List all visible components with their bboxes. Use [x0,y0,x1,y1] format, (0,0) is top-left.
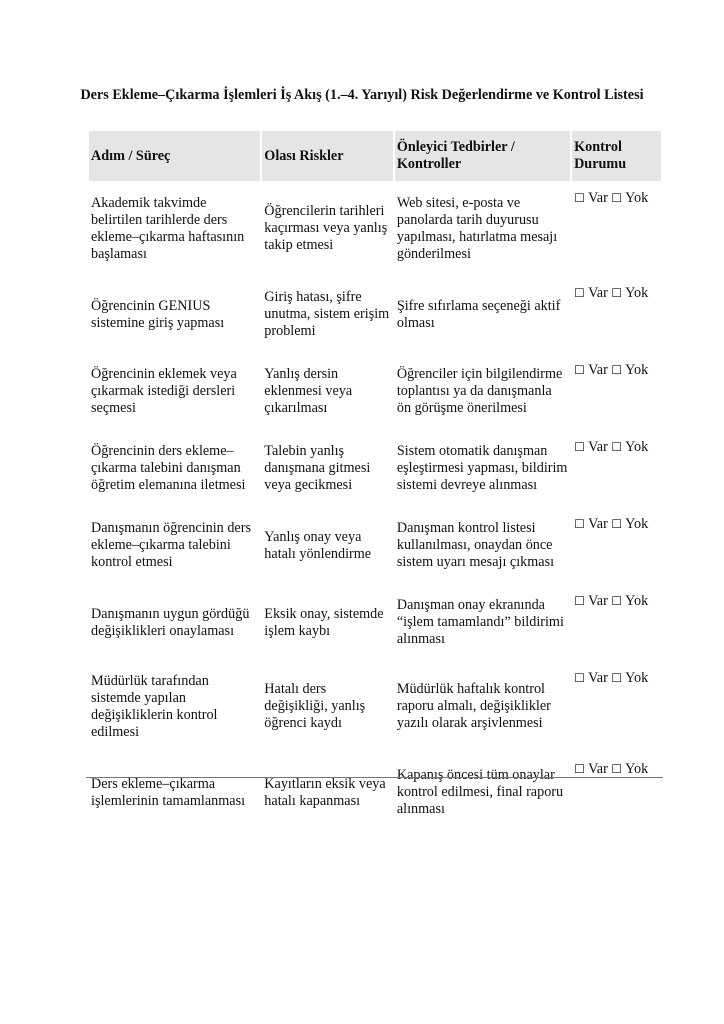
header-status: Kontrol Durumu [572,131,661,181]
checkbox-yok-icon[interactable]: ☐ [611,517,623,531]
option-yok-label: Yok [625,285,649,301]
option-var-label: Var [588,439,608,455]
header-step: Adım / Süreç [89,131,260,181]
option-yok-label: Yok [625,362,649,378]
cell-risk: Yanlış onay veya hatalı yönlendirme [264,528,372,562]
cell-control: Danışman onay ekranında “işlem tamamlandı” bildirimi alınması [396,597,564,647]
cell-step: Öğrencinin GENIUS sistemine giriş yapması [91,297,225,331]
cell-status [572,353,661,430]
table-row [89,752,661,833]
option-yok-label: Yok [625,593,649,609]
checkbox-var-icon[interactable]: ☐ [574,363,585,377]
cell-risk: Öğrencilerin tarihleri kaçırması veya yanlış takip etmesi [264,203,388,253]
checkbox-var-icon[interactable]: ☐ [574,440,585,454]
cell-step: Danışmanın uygun gördüğü değişiklikleri onaylaması [91,605,250,639]
table-row [89,507,661,584]
cell-step: Danışmanın öğrencinin ders ekleme–çıkarma talebini kontrol etmesi [91,520,251,570]
cell-step: Öğrencinin eklemek veya çıkarmak istediği dersleri seçmesi [91,366,237,416]
cell-status [572,430,661,507]
cell-control: Müdürlük haftalık kontrol raporu almalı, değişiklikler yazılı olarak arşivlenmesi [396,681,551,731]
cell-risk: Kayıtların eksik veya hatalı kapanması [264,775,386,809]
risk-control-table [87,131,663,833]
checkbox-var-icon[interactable]: ☐ [574,517,585,531]
checkbox-var-icon[interactable]: ☐ [574,191,585,205]
header-risks: Olası Riskler [262,131,393,181]
checkbox-yok-icon[interactable]: ☐ [611,594,623,608]
cell-status [572,661,661,752]
cell-risk: Yanlış dersin eklenmesi veya çıkarılması [264,366,353,416]
option-var-label: Var [588,670,608,686]
cell-control: Danışman kontrol listesi kullanılması, onaydan önce sistem uyarı mesajı çıkması [396,520,555,570]
cell-risk: Giriş hatası, şifre unutma, sistem erişim problemi [264,289,390,339]
checkbox-yok-icon[interactable]: ☐ [611,363,623,377]
option-yok-label: Yok [625,670,649,686]
header-controls: Önleyici Tedbirler / Kontroller [395,131,570,181]
checkbox-yok-icon[interactable]: ☐ [611,286,623,300]
cell-status [572,276,661,353]
checkbox-var-icon[interactable]: ☐ [574,286,585,300]
cell-risk: Talebin yanlış danışmana gitmesi veya gecikmesi [264,443,371,493]
cell-step: Ders ekleme–çıkarma işlemlerinin tamamlanması [91,775,246,809]
cell-status [572,181,661,276]
cell-step: Akademik takvimde belirtilen tarihlerde ders ekleme–çıkarma haftasının başlaması [91,194,245,262]
option-var-label: Var [588,190,608,206]
table-row [89,353,661,430]
checkbox-yok-icon[interactable]: ☐ [611,762,623,776]
checkbox-yok-icon[interactable]: ☐ [611,191,623,205]
option-yok-label: Yok [625,439,649,455]
cell-control: Şifre sıfırlama seçeneği aktif olması [396,297,561,331]
checkbox-var-icon[interactable]: ☐ [574,594,585,608]
table-row [89,430,661,507]
table-header-row [89,131,661,181]
cell-control: Kapanış öncesi tüm onaylar kontrol edilmesi, final raporu alınması [396,767,564,817]
option-yok-label: Yok [625,190,649,206]
table-row [89,276,661,353]
cell-risk: Eksik onay, sistemde işlem kaybı [264,605,384,639]
cell-step: Öğrencinin ders ekleme–çıkarma talebini danışman öğretim elemanına iletmesi [91,443,246,493]
table-row [89,584,661,661]
cell-status [572,507,661,584]
checkbox-var-icon[interactable]: ☐ [574,762,585,776]
option-var-label: Var [588,761,608,777]
cell-control: Sistem otomatik danışman eşleştirmesi yapması, bildirim sistemi devreye alınması [396,443,568,493]
document-title: Ders Ekleme–Çıkarma İşlemleri İş Akış (1.–4. Yarıyıl) Risk Değerlendirme ve Kontrol Listesi [80,87,644,103]
cell-risk: Hatalı ders değişikliği, yanlış öğrenci kaydı [264,681,366,731]
option-var-label: Var [588,593,608,609]
cell-step: Müdürlük tarafından sistemde yapılan değişikliklerin kontrol edilmesi [91,672,218,740]
option-yok-label: Yok [625,761,649,777]
checkbox-var-icon[interactable]: ☐ [574,671,585,685]
table-bottom-rule [86,777,663,778]
table-row [89,661,661,752]
option-var-label: Var [588,285,608,301]
checkbox-yok-icon[interactable]: ☐ [611,671,623,685]
option-yok-label: Yok [625,516,649,532]
option-var-label: Var [588,516,608,532]
cell-control: Web sitesi, e-posta ve panolarda tarih duyurusu yapılması, hatırlatma mesajı gönderilmesi [396,194,558,262]
checkbox-yok-icon[interactable]: ☐ [611,440,623,454]
cell-status [572,584,661,661]
cell-control: Öğrenciler için bilgilendirme toplantısı ya da danışmanla ön görüşme önerilmesi [396,366,563,416]
cell-status [572,752,661,833]
option-var-label: Var [588,362,608,378]
table-row [89,181,661,276]
